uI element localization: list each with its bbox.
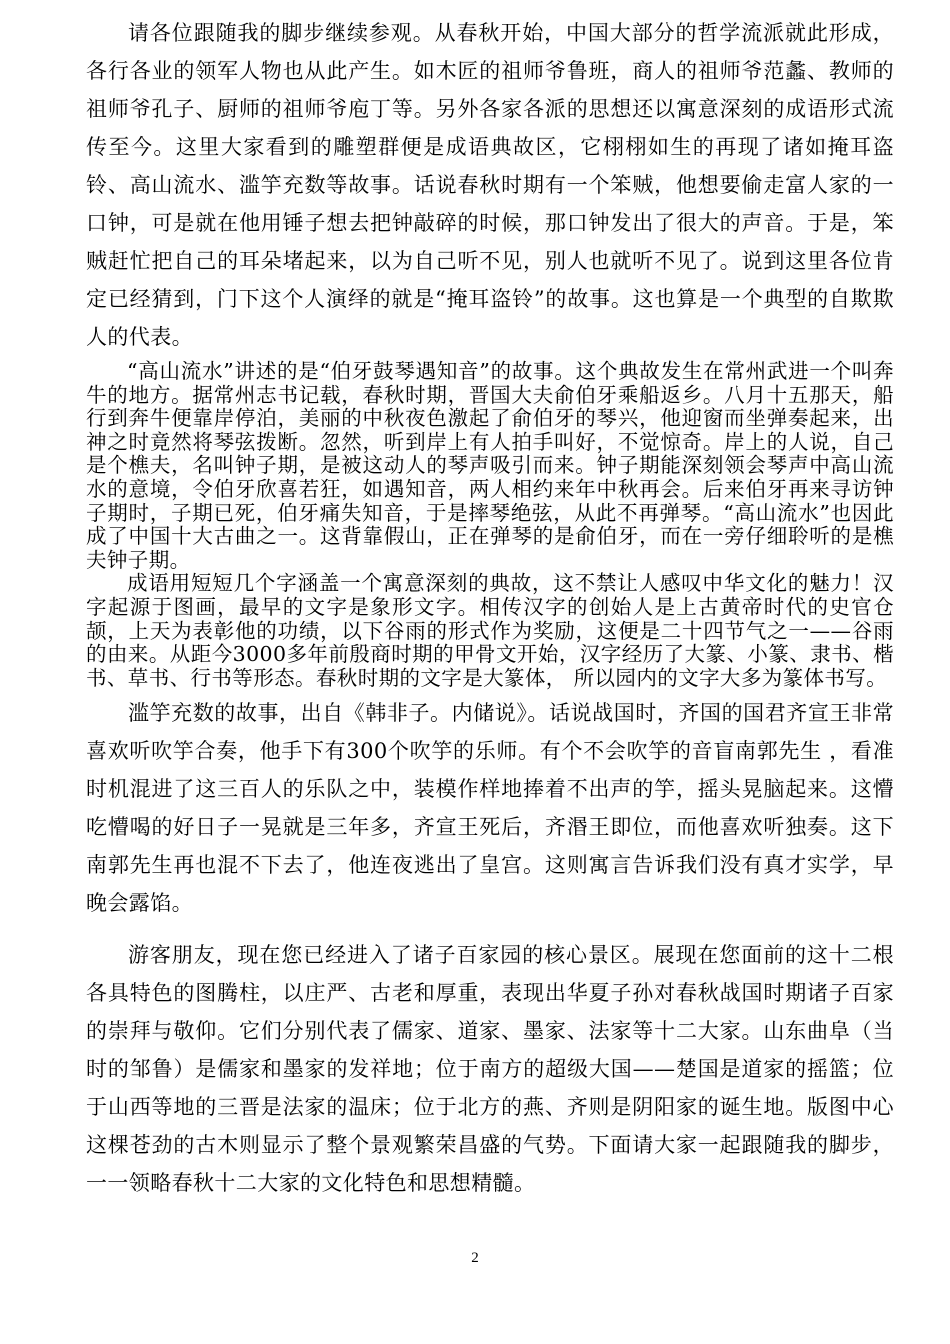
page-number: 2 bbox=[471, 1250, 479, 1266]
paragraph-chinese-characters: 成语用短短几个字涵盖一个寓意深刻的典故，这不禁让人感叹中华文化的魅力！汉字起源于图画，最早的文字是象形文字。相传汉字的创始人是上古黄帝时代的史官仓颉，上天为表彰他的功绩，以下谷雨的形式作为奖励，这便是二十四节气之一——谷雨的由来。从距今3000多年前殷商时期的甲骨文开始，汉字经历了大篆、小篆、隶书、楷书、草书、行书等形态。春秋时期的文字是大篆体， 所以园内的文字大多为篆体书写。 bbox=[86, 571, 894, 690]
paragraph-zhuzi-baijia: 游客朋友，现在您已经进入了诸子百家园的核心景区。展现在您面前的这十二根各具特色的图腾柱，以庄严、古老和厚重，表现出华夏子孙对春秋战国时期诸子百家的崇拜与敬仰。它们分别代表了儒家、道家、墨家、法家等十二大家。山东曲阜（当时的邹鲁）是儒家和墨家的发祥地；位于南方的超级大国——楚国是道家的摇篮；位于山西等地的三晋是法家的温床；位于北方的燕、齐则是阴阳家的诞生地。版图中心这棵苍劲的古木则显示了整个景观繁荣昌盛的气势。下面请大家一起跟随我的脚步，一一领略春秋十二大家的文化特色和思想精髓。 bbox=[86, 943, 894, 1196]
document-page bbox=[86, 14, 894, 1202]
paragraph-lanyu-chongshu: 滥竽充数的故事，出自《韩非子。内储说》。话说战国时，齐国的国君齐宣王非常喜欢听吹竽合奏，他手下有300个吹竽的乐师。有个不会吹竽的音盲南郭先生 ，看准时机混进了这三百人的乐队之中，装模作样地捧着不出声的竽，摇头晃脑起来。这懵吃懵喝的好日子一晃就是三年多，齐宣王死后，齐湣王即位，而他喜欢听独奏。这下南郭先生再也混不下去了，他连夜逃出了皇宫。这则寓言告诉我们没有真才实学，早晚会露馅。 bbox=[86, 701, 894, 916]
paragraph-tour-intro: 请各位跟随我的脚步继续参观。从春秋开始，中国大部分的哲学流派就此形成，各行各业的领军人物也从此产生。如木匠的祖师爷鲁班，商人的祖师爷范蠡、教师的祖师爷孔子、厨师的祖师爷庖丁等。另外各家各派的思想还以寓意深刻的成语形式流传至今。这里大家看到的雕塑群便是成语典故区，它栩栩如生的再现了诸如掩耳盗铃、高山流水、滥竽充数等故事。话说春秋时期有一个笨贼，他想要偷走富人家的一口钟，可是就在他用锤子想去把钟敲碎的时候，那口钟发出了很大的声音。于是，笨贼赶忙把自己的耳朵堵起来，以为自己听不见，别人也就听不见了。说到这里各位肯定已经猜到，门下这个人演绎的就是“掩耳盗铃”的故事。这也算是一个典型的自欺欺人的代表。 bbox=[86, 21, 894, 349]
paragraph-gaoshan-liushui: “高山流水”讲述的是“伯牙鼓琴遇知音”的故事。这个典故发生在常州武进一个叫奔牛的地方。据常州志书记载，春秋时期，晋国大夫俞伯牙乘船返乡。八月十五那天，船行到奔牛便靠岸停泊，美丽的中秋夜色激起了俞伯牙的琴兴，他迎窗而坐弹奏起来，出神之时竟然将琴弦拨断。忽然，听到岸上有人拍手叫好，不觉惊奇。岸上的人说，自己是个樵夫，名叫钟子期，是被这动人的琴声吸引而来。钟子期能深刻领会琴声中高山流水的意境，令伯牙欣喜若狂，如遇知音，两人相约来年中秋再会。后来伯牙再来寻访钟子期时，子期已死，伯牙痛失知音，于是摔琴绝弦，从此不再弹琴。“高山流水”也因此成了中国十大古曲之一。这背靠假山，正在弹琴的是俞伯牙，而在一旁仔细聆听的是樵夫钟子期。 bbox=[86, 359, 894, 572]
